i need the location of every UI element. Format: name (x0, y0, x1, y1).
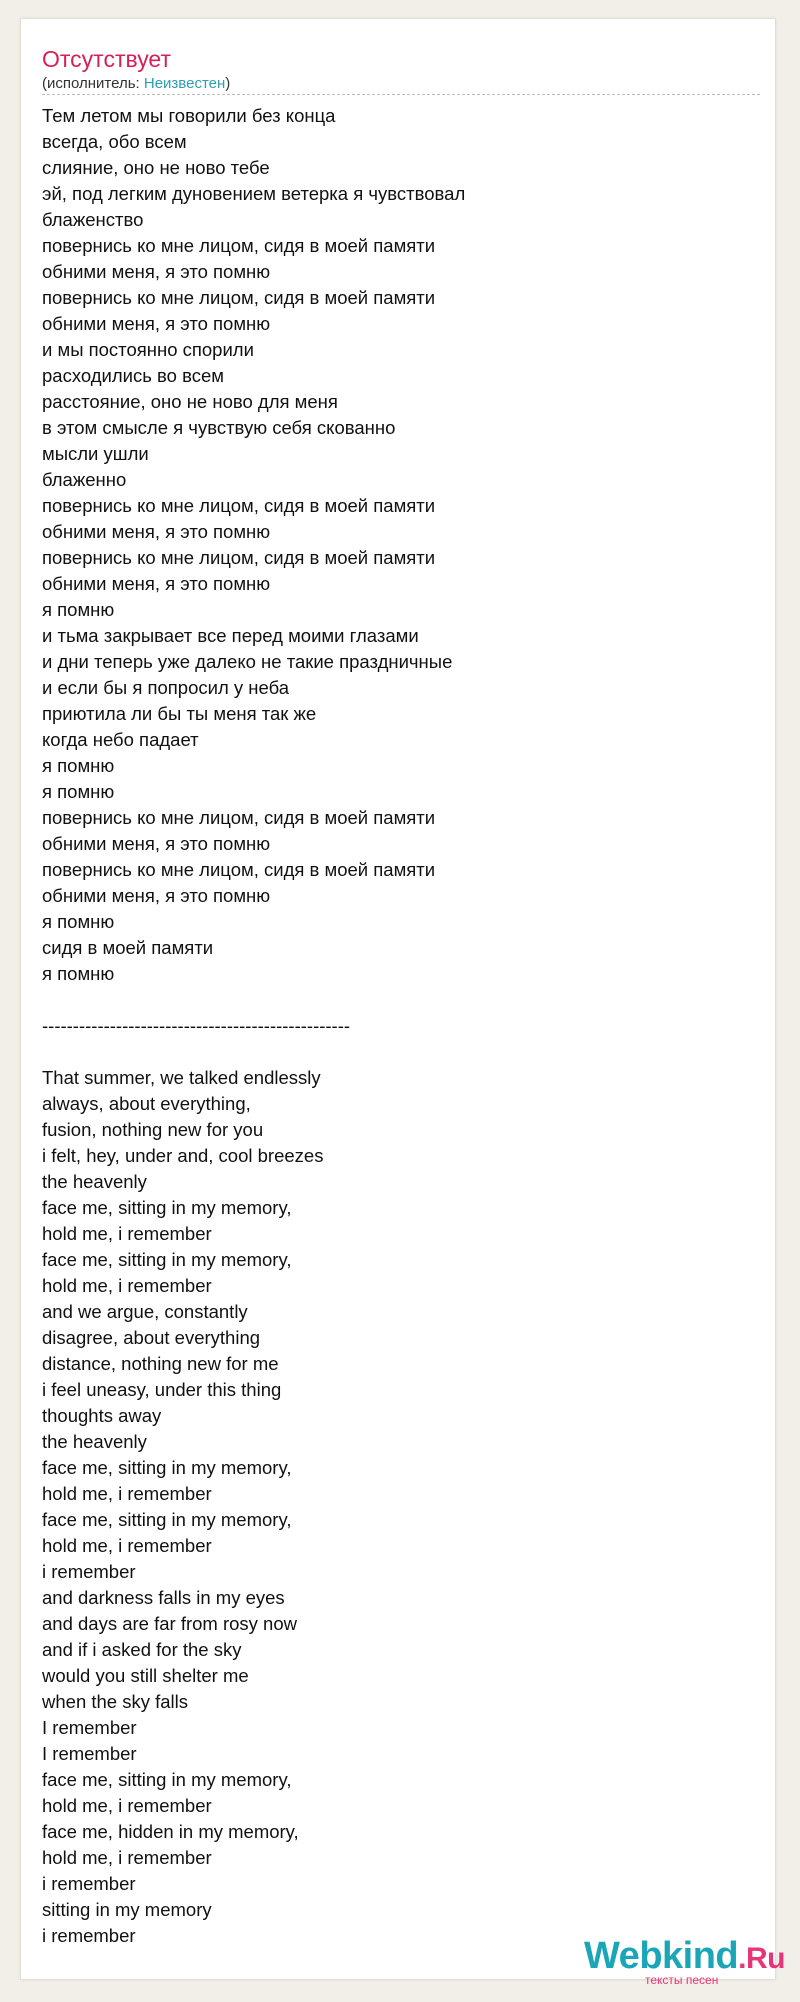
lyric-line: и тьма закрывает все перед моими глазами (42, 625, 419, 646)
lyric-line: приютила ли бы ты меня так же (42, 703, 317, 724)
lyric-line: face me, sitting in my memory, (42, 1457, 292, 1478)
logo-tld: .Ru (738, 1942, 785, 1975)
lyric-line: face me, sitting in my memory, (42, 1197, 292, 1218)
lyric-line: расходились во всем (42, 365, 224, 386)
lyric-line: disagree, about everything (42, 1327, 261, 1348)
lyric-line: and darkness falls in my eyes (42, 1587, 285, 1608)
lyric-line: мысли ушли (42, 443, 149, 464)
lyric-line: and days are far from rosy now (42, 1613, 297, 1634)
lyric-line: расстояние, оно не ново для меня (42, 391, 338, 412)
song-title: Отсутствует (42, 46, 171, 72)
lyric-line: i remember (42, 1873, 136, 1894)
lyric-line (42, 987, 762, 1013)
logo-tagline: тексты песен (645, 1973, 719, 1987)
lyric-line: блаженство (42, 209, 144, 230)
lyric-line: distance, nothing new for me (42, 1353, 279, 1374)
artist-prefix: (исполнитель: (42, 75, 144, 92)
lyric-line: и дни теперь уже далеко не такие праздничные (42, 651, 453, 672)
lyrics-text (42, 103, 762, 1949)
lyric-line: hold me, i remember (42, 1795, 212, 1816)
lyric-line: i remember (42, 1561, 136, 1582)
lyric-line: hold me, i remember (42, 1275, 212, 1296)
lyric-line: обними меня, я это помню (42, 521, 271, 542)
header-divider (42, 94, 760, 95)
lyric-line: face me, sitting in my memory, (42, 1769, 292, 1790)
lyric-line: the heavenly (42, 1171, 147, 1192)
lyric-line: обними меня, я это помню (42, 833, 271, 854)
lyric-line: hold me, i remember (42, 1223, 212, 1244)
artist-line (42, 74, 230, 94)
lyric-line: when the sky falls (42, 1691, 189, 1712)
lyric-line: face me, hidden in my memory, (42, 1821, 299, 1842)
lyric-line: I remember (42, 1743, 137, 1764)
lyric-line: всегда, обо всем (42, 131, 187, 152)
lyric-line: повернись ко мне лицом, сидя в моей памяти (42, 547, 436, 568)
lyric-line: the heavenly (42, 1431, 147, 1452)
lyric-line: hold me, i remember (42, 1847, 212, 1868)
lyric-line: блаженно (42, 469, 127, 490)
lyric-line: face me, sitting in my memory, (42, 1249, 292, 1270)
artist-link[interactable]: Неизвестен (143, 75, 226, 92)
lyric-line: повернись ко мне лицом, сидя в моей памяти (42, 859, 436, 880)
lyric-line (42, 1039, 762, 1065)
lyric-line: and we argue, constantly (42, 1301, 248, 1322)
lyric-line: я помню (42, 755, 115, 776)
lyric-line: -------------------------------------------------- (42, 1015, 351, 1036)
lyric-line: Тем летом мы говорили без конца (42, 105, 336, 126)
lyric-line: обними меня, я это помню (42, 313, 271, 334)
lyric-line: I remember (42, 1717, 137, 1738)
lyric-line: сидя в моей памяти (42, 937, 214, 958)
lyric-line: thoughts away (42, 1405, 162, 1426)
lyric-line: в этом смысле я чувствую себя скованно (42, 417, 396, 438)
lyric-line: повернись ко мне лицом, сидя в моей памяти (42, 807, 436, 828)
lyric-line: i feel uneasy, under this thing (42, 1379, 282, 1400)
artist-suffix: ) (225, 75, 231, 92)
lyric-line: обними меня, я это помню (42, 261, 271, 282)
lyric-line: я помню (42, 911, 115, 932)
lyric-line: и если бы я попросил у неба (42, 677, 290, 698)
lyric-line: обними меня, я это помню (42, 573, 271, 594)
lyric-line: sitting in my memory (42, 1899, 212, 1920)
lyric-line: когда небо падает (42, 729, 199, 750)
lyric-line: hold me, i remember (42, 1483, 212, 1504)
lyric-line: and if i asked for the sky (42, 1639, 242, 1660)
lyric-line: повернись ко мне лицом, сидя в моей памяти (42, 235, 436, 256)
lyric-line: i felt, hey, under and, cool breezes (42, 1145, 324, 1166)
lyric-line: i remember (42, 1925, 136, 1946)
webkind-logo[interactable] (584, 1934, 785, 1987)
lyric-line: слияние, оно не ново тебе (42, 157, 270, 178)
lyric-line: hold me, i remember (42, 1535, 212, 1556)
lyric-line: я помню (42, 599, 115, 620)
lyrics-card (20, 18, 785, 1987)
lyric-line: always, about everything, (42, 1093, 251, 1114)
lyric-line: я помню (42, 963, 115, 984)
lyric-line: повернись ко мне лицом, сидя в моей памяти (42, 287, 436, 308)
lyric-line: face me, sitting in my memory, (42, 1509, 292, 1530)
lyric-line: fusion, nothing new for you (42, 1119, 264, 1140)
lyric-line: would you still shelter me (42, 1665, 249, 1686)
lyric-line: и мы постоянно спорили (42, 339, 254, 360)
lyric-line: я помню (42, 781, 115, 802)
lyric-line: повернись ко мне лицом, сидя в моей памяти (42, 495, 436, 516)
lyric-line: обними меня, я это помню (42, 885, 271, 906)
lyric-line: That summer, we talked endlessly (42, 1067, 321, 1088)
logo-name: Webkind (584, 1935, 739, 1977)
lyric-line: эй, под легким дуновением ветерка я чувствовал (42, 183, 466, 204)
